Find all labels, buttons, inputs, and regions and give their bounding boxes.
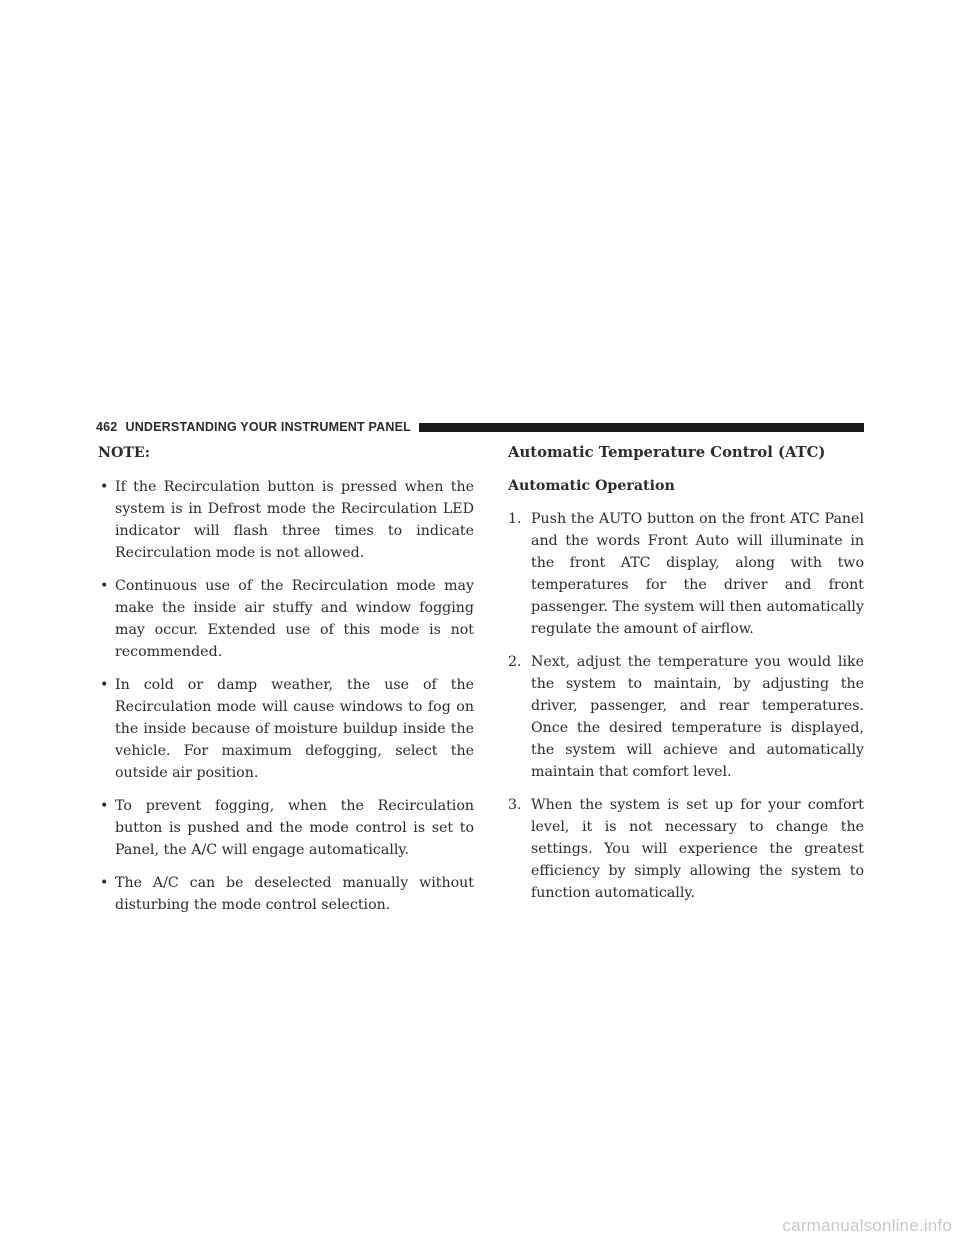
list-item (98, 795, 474, 861)
list-item (98, 575, 474, 663)
bullet-text: If the Recirculation button is pressed when the system is in Defrost mode the Recirculation LED indicator will flash three times to indicate Recirculation mode is not allowed. (115, 479, 474, 561)
list-item (98, 674, 474, 784)
step-number: 2. (508, 654, 522, 670)
bullet-icon: • (100, 677, 109, 693)
list-item (508, 508, 864, 640)
bullet-text: The A/C can be deselected manually without disturbing the mode control selection. (115, 875, 474, 913)
right-column (508, 442, 864, 915)
header-rule (419, 423, 864, 432)
bullet-text: Continuous use of the Recirculation mode may make the inside air stuffy and window fogging may occur. Extended use of this mode is not recommended. (115, 578, 474, 660)
atc-heading: Automatic Temperature Control (ATC) (508, 444, 826, 461)
bullet-icon: • (100, 798, 109, 814)
bullet-icon: • (100, 479, 109, 495)
list-item (98, 476, 474, 564)
bullet-icon: • (100, 578, 109, 594)
watermark: carmanualsonline.info (782, 1216, 952, 1235)
section-title: UNDERSTANDING YOUR INSTRUMENT PANEL (125, 420, 411, 434)
steps-list (508, 508, 864, 904)
step-number: 1. (508, 511, 522, 527)
bullet-icon: • (100, 875, 109, 891)
bullet-text: To prevent fogging, when the Recirculation button is pushed and the mode control is set to Panel, the A/C will engage automatically. (115, 798, 474, 858)
left-column (98, 442, 474, 927)
list-item (508, 651, 864, 783)
automatic-operation-heading: Automatic Operation (508, 478, 675, 494)
step-text: When the system is set up for your comfort level, it is not necessary to change the settings. You will experience the greatest efficiency by simply allowing the system to function automatically. (531, 797, 864, 901)
page-number: 462 (96, 420, 118, 434)
list-item (508, 794, 864, 904)
list-item (98, 872, 474, 916)
step-text: Push the AUTO button on the front ATC Panel and the words Front Auto will illuminate in the front ATC display, along with two temperatures for the driver and front passenger. The system will then automatically regulate the amount of airflow. (531, 511, 864, 637)
note-heading: NOTE: (98, 445, 150, 461)
bullet-text: In cold or damp weather, the use of the Recirculation mode will cause windows to fog on the inside because of moisture buildup inside the vehicle. For maximum defogging, select the outside air position. (115, 677, 474, 781)
page-header (96, 418, 864, 436)
step-text: Next, adjust the temperature you would like the system to maintain, by adjusting the driver, passenger, and rear temperatures. Once the desired temperature is displayed, the system will achieve and automatically maintain that comfort level. (531, 654, 864, 780)
note-bullet-list (98, 476, 474, 916)
step-number: 3. (508, 797, 522, 813)
